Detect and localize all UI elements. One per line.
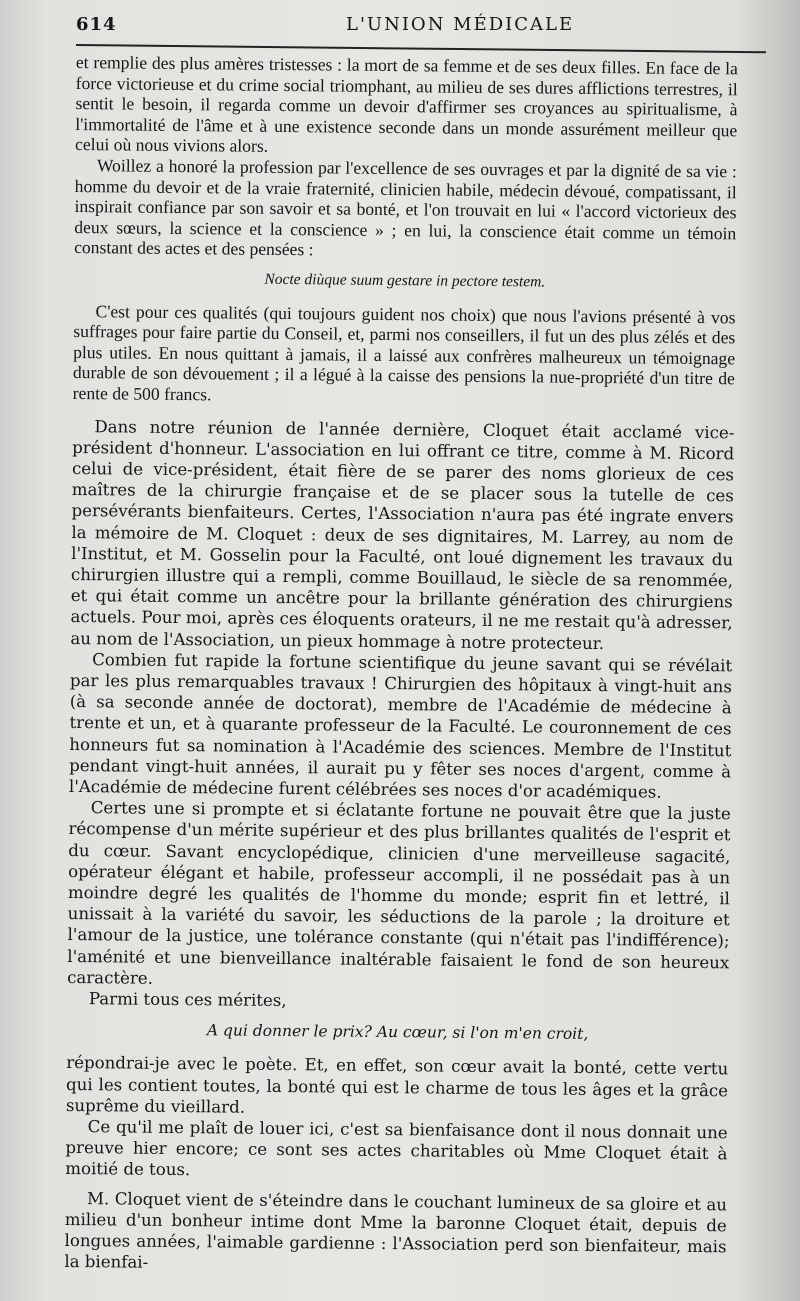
header-rule	[76, 44, 766, 53]
paragraph: Combien fut rapide la fortune scientifique du jeune savant qui se révélait par les plus remarquables travaux ! Chirurgien des hôpitaux à vingt-huit ans (à sa seconde année de doctorat), membre de l'Académie de médecine à trente et un, et à quarante professeur de la Faculté. Le couronnement de ces honneurs fut sa nomination à l'Académie des sciences. Membre de l'Institut pendant vingt-huit années, il aurait pu y fêter ses noces d'argent, comme à l'Académie de médecine furent célébrées ses noces d'or académiques.	[68, 649, 733, 802]
paragraph: et remplie des plus amères tristesses : la mort de sa femme et de ses deux filles. En face de la force victorieuse et du crime social triomphant, au milieu de ses dures afflictions terrestres, il sentit le besoin, il regarda comme un devoir d'affirmer ses croyances au spiritualisme, à l'immortalité de l'âme et à une existence seconde dans un monde assurément meilleur que celui où nous vivions alors.	[75, 52, 738, 157]
running-header	[76, 14, 736, 44]
page-number: 614	[76, 14, 117, 35]
body-text-lower	[64, 415, 734, 1278]
paragraph: Dans notre réunion de l'année dernière, Cloquet était acclamé vice-président d'honneur. L'association en lui offrant ce titre, comme à M. Ricord celui de vice-président, était fière de se parer des noms glorieux de ces maîtres de la chirurgie française et de se placer sous la tutelle de ces persévérants bienfaiteurs. Certes, l'Association n'aura pas été ingrate envers la mémoire de M. Cloquet : deux de ses dignitaires, M. Larrey, au nom de l'Institut, et M. Gosselin pour la Faculté, ont loué dignement les travaux du chirurgien illustre qui a rempli, comme Bouillaud, le siècle de sa renommée, et qui était comme un ancêtre pour la brillante génération des chirurgiens actuels. Pour moi, après ces éloquents orateurs, il ne me restait qu'à adresser, au nom de l'Association, un pieux hommage à notre protecteur.	[70, 416, 735, 653]
paragraph: Ce qu'il me plaît de louer ici, c'est sa bienfaisance dont il nous donnait une preuve hier encore; ce sont ses actes charitables où Mme Cloquet était à moitié de tous.	[65, 1117, 728, 1180]
paragraph: Woillez a honoré la profession par l'excellence de ses ouvrages et par la dignité de sa vie : homme du devoir et de la vraie fraternité, clinicien habile, médecin dévoué, compatissant, il inspirait confiance par son savoir et sa bonté, et l'on trouvait en lui « l'accord victorieux des deux sœurs, la science et la conscience » ; en lui, la conscience était comme un témoin constant des actes et des pensées :	[74, 155, 737, 260]
body-text	[64, 52, 738, 1279]
verse-quote: A qui donner le prix? Au cœur, si l'on m'en croit,	[206, 1021, 589, 1044]
paragraph: Parmi tous ces mérites,	[88, 989, 287, 1011]
paragraph: Certes une si prompte et si éclatante fortune ne pouvait être que la juste récompense d'un mérite supérieur et des plus brillantes qualités de l'esprit et du cœur. Savant encyclopédique, clinicien d'une merveilleuse sagacité, opérateur élégant et habile, professeur accompli, il ne possédait pas à un moindre degré les qualités de l'homme du monde; esprit fin et lettré, il unissait à la variété du savoir, les séductions de la parole ; la droiture et l'amour de la justice, une tolérance constante (qui n'était pas l'indifférence); l'aménité et une bienveillance inaltérable faisaient le fond de son heureux caractère.	[67, 798, 731, 988]
paragraph: répondrai-je avec le poète. Et, en effet, son cœur avait la bonté, cette vertu qui les contient toutes, la bonté qui est le charme de tous les âges et la grâce suprême du vieillard.	[65, 1053, 729, 1117]
paragraph: M. Cloquet vient de s'éteindre dans le couchant lumineux de sa gloire et au milieu d'un bonheur intime dont Mme la baronne Cloquet était, depuis de longues années, l'aimable gardienne : l'Association perd son bienfaiteur, mais la bienfai-	[64, 1188, 728, 1272]
latin-quote: Nocte diùque suum gestare in pectore testem.	[264, 270, 546, 291]
running-title: L'UNION MÉDICALE	[346, 14, 575, 35]
paragraph: C'est pour ces qualités (qui toujours guident nos choix) que nous l'avions présenté à vos suffrages pour faire partie du Conseil, et, parmi nos conseillers, il fut un des plus zélés et des plus utiles. En nous quittant à jamais, il a laissé aux confrères malheureux un témoignage durable de son dévouement ; il a légué à la caisse des pensions la nue-propriété d'un titre de rente de 500 francs.	[72, 300, 736, 405]
